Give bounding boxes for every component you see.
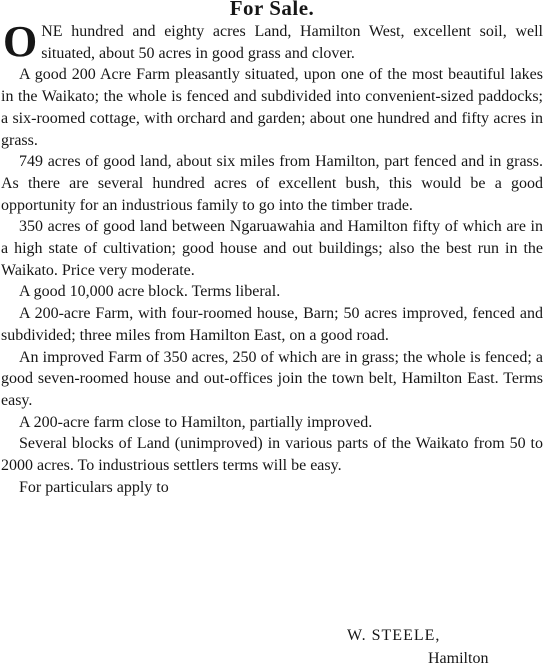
advertiser-signature: W. STEELE, — [347, 627, 441, 644]
listing-paragraph: Several blocks of Land (unimproved) in various parts of the Waikato from 50 to 2000 acres. To industrious settlers terms will be easy. — [1, 435, 543, 475]
advert-body — [1, 17, 543, 498]
listing-paragraph: A 200-acre farm close to Hamilton, partially improved. — [19, 413, 373, 431]
listing-paragraph: An improved Farm of 350 acres, 250 of which are in grass; the whole is fenced; a good seven-roomed house and out-offices join the town belt, Hamilton East. Terms easy. — [1, 348, 543, 409]
listing-paragraph — [1, 17, 543, 66]
listing-paragraph: A 200-acre Farm, with four-roomed house, Barn; 50 acres improved, fenced and subdivided; three miles from Hamilton East, on a good road. — [1, 305, 543, 344]
advertiser-location: Hamilton — [428, 650, 489, 667]
listing-text: NE hundred and eighty acres Land, Hamilton West, excellent soil, well situated, about 50 acres in good grass and clover. — [41, 23, 543, 62]
listing-paragraph: A good 200 Acre Farm pleasantly situated, upon one of the most beautiful lakes in the Waikato; the whole is fenced and subdivided into convenient-sized paddocks; a six-roomed cottage, with orchard and garden; about one hundred and fifty acres in grass. — [1, 66, 543, 149]
contact-paragraph: For particulars apply to — [19, 478, 169, 496]
listing-paragraph: A good 10,000 acre block. Terms liberal. — [19, 283, 281, 301]
listing-paragraph: 749 acres of good land, about six miles from Hamilton, part fenced and in grass. As there are several hundred acres of excellent bush, this would be a good opportunity for an industrious family to go into the timber trade. — [1, 153, 543, 214]
drop-cap-letter: O — [3, 17, 38, 66]
listing-paragraph: 350 acres of good land between Ngaruawahia and Hamilton fifty of which are in a high state of cultivation; good house and out buildings; also the best run in the Waikato. Price very moderate. — [1, 218, 543, 279]
advert-heading: For Sale. — [229, 0, 315, 20]
